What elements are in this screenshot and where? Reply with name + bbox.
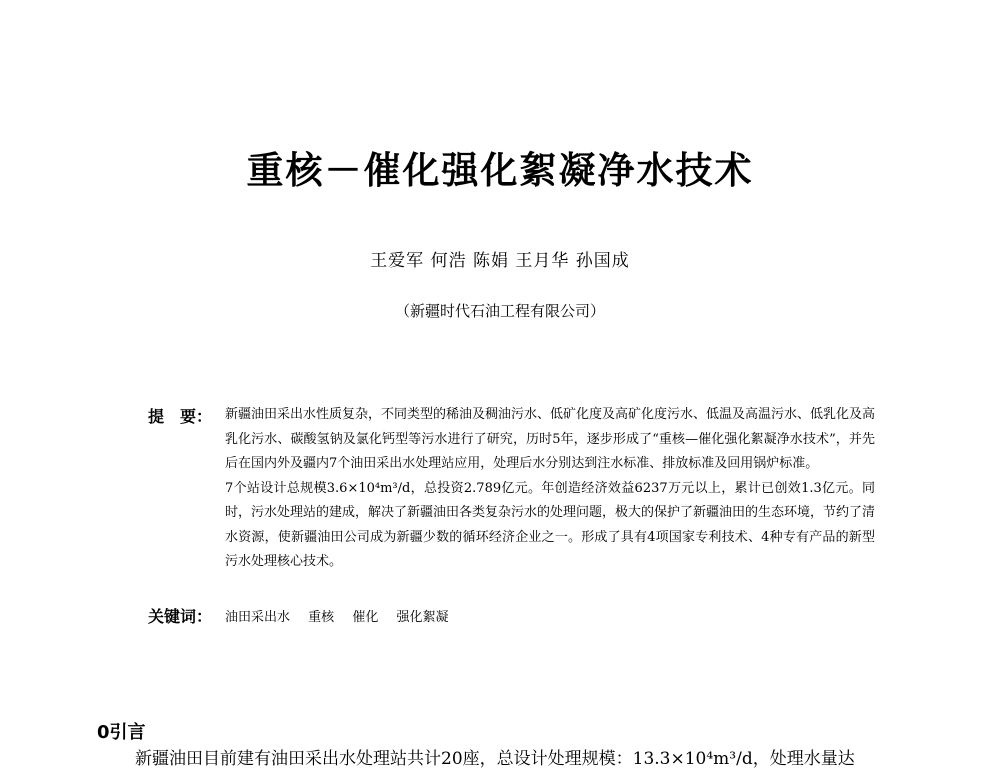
- keywords-label: 关键词：: [148, 607, 213, 626]
- keyword-item: 重核: [308, 610, 335, 625]
- abstract-label-first: 提: [148, 407, 165, 426]
- author-affiliation: （新疆时代石油工程有限公司）: [394, 302, 605, 320]
- abstract-paragraph-1: 新疆油田采出水性质复杂，不同类型的稀油及稠油污水、低矿化度及高矿化度污水、低温及高温污水、低乳化及高乳化污水、碳酸氢钠及氯化钙型等污水进行了研究，历时5年，逐步形成了“重核—催化强化絮凝净水技术”，并先后在国内外及疆内7个油田采出水处理站应用，处理后水分别达到注水标准、排放标准及回用锅炉标准。: [225, 407, 876, 471]
- abstract-paragraph-2: 7个站设计总规模3.6×10⁴m³/d，总投资2.789亿元。年创造经济效益6237万元以上，累计已创效1.3亿元。同时，污水处理站的建成，解决了新疆油田各类复杂污水的处理问题，极大的保护了新疆油田的生态环境，节约了清水资源，使新疆油田公司成为新疆少数的循环经济企业之一。形成了具有4项国家专利技术、4种专有产品的新型污水处理核心技术。: [225, 480, 876, 569]
- abstract-label: [148, 404, 212, 427]
- keyword-item: 油田采出水: [225, 610, 291, 625]
- abstract-label-second: 要：: [180, 407, 213, 426]
- paper-title: 重核－催化强化絮凝净水技术: [246, 149, 754, 192]
- keyword-item: 强化絮凝: [396, 610, 449, 625]
- section-heading-intro: 0引言: [97, 722, 146, 743]
- intro-paragraph: 新疆油田目前建有油田采出水处理站共计20座，总设计处理规模：13.3×10⁴m³/d，处理水量达: [135, 749, 855, 769]
- keywords-list: [225, 606, 462, 625]
- abstract-body: [225, 403, 875, 575]
- keyword-item: 催化: [352, 610, 379, 625]
- author-list: 王爱军 何浩 陈娟 王月华 孙国成: [370, 251, 630, 271]
